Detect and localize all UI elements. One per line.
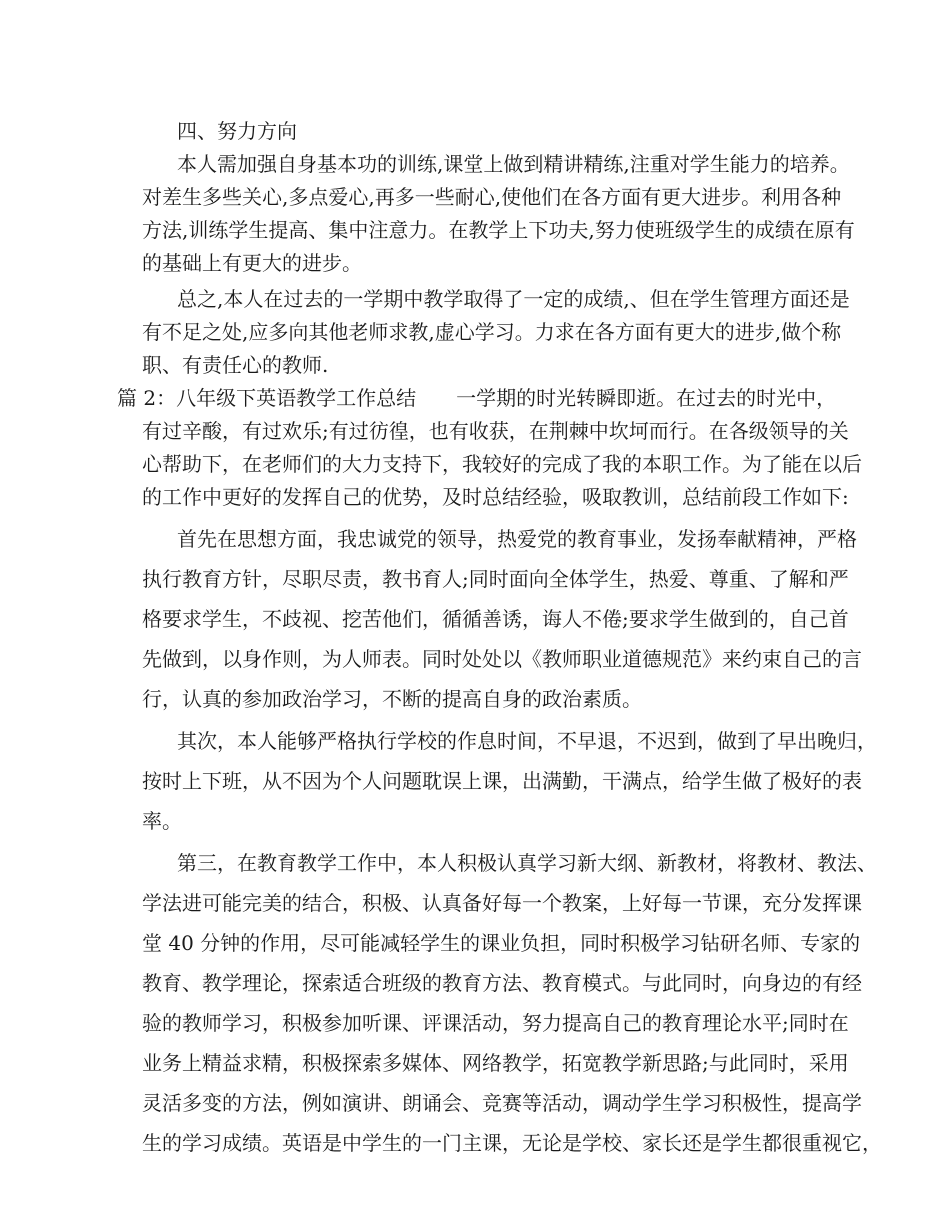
paragraph-line: 行，认真的参加政治学习，不断的提高自身的政治素质。	[142, 687, 642, 711]
paragraph-line: 教育、教学理论，探索适合班级的教育方法、教育模式。与此同时，向身边的有经	[142, 971, 862, 995]
paragraph-line: 职、有责任心的教师.	[142, 353, 329, 377]
paragraph-line: 方法,训练学生提高、集中注意力。在教学上下功夫,努力使班级学生的成绩在原有	[142, 218, 855, 242]
paragraph-line: 的基础上有更大的进步。	[142, 251, 362, 275]
paragraph-line: 执行教育方针，尽职尽责，教书育人;同时面向全体学生，热爱、尊重、了解和严	[142, 567, 849, 591]
paragraph-line: 对差生多些关心,多点爱心,再多一些耐心,使他们在各方面有更大进步。利用各种	[142, 185, 842, 209]
article-title-line: 篇 2：八年级下英语教学工作总结 一学期的时光转瞬即逝。在过去的时光中，	[117, 386, 837, 410]
paragraph-line: 心帮助下，在老师们的大力支持下，我较好的完成了我的本职工作。为了能在以后	[142, 452, 862, 476]
paragraph-line: 率。	[142, 809, 182, 833]
paragraph-line: 生的学习成绩。英语是中学生的一门主课，无论是学校、家长还是学生都很重视它，	[142, 1131, 882, 1155]
paragraph-line: 第三，在教育教学工作中，本人积极认真学习新大纲、新教材，将教材、教法、	[177, 851, 877, 875]
paragraph-line: 学法进可能完美的结合，积极、认真备好每一个教案，上好每一节课，充分发挥课	[142, 891, 862, 915]
paragraph-line: 验的教师学习，积极参加听课、评课活动，努力提高自己的教育理论水平;同时在	[142, 1011, 849, 1035]
paragraph-line: 的工作中更好的发挥自己的优势，及时总结经验，吸取教训，总结前段工作如下:	[142, 485, 849, 509]
paragraph-line: 总之,本人在过去的一学期中教学取得了一定的成绩,、但在学生管理方面还是	[177, 287, 850, 311]
paragraph-line: 堂 40 分钟的作用，尽可能减轻学生的课业负担，同时积极学习钻研名师、专家的	[142, 931, 861, 955]
paragraph-line: 有不足之处,应多向其他老师求教,虚心学习。力求在各方面有更大的进步,做个称	[142, 320, 842, 344]
paragraph-line: 有过辛酸，有过欢乐;有过彷徨，也有收获，在荆棘中坎坷而行。在各级领导的关	[142, 419, 849, 443]
paragraph-line: 本人需加强自身基本功的训练,课堂上做到精讲精练,注重对学生能力的培养。	[177, 152, 850, 176]
paragraph-line: 按时上下班，从不因为个人问题耽误上课，出满勤，干满点，给学生做了极好的表	[142, 769, 862, 793]
paragraph-line: 先做到，以身作则，为人师表。同时处处以《教师职业道德规范》来约束自己的言	[142, 647, 862, 671]
paragraph-line: 业务上精益求精，积极探索多媒体、网络教学，拓宽教学新思路;与此同时，采用	[142, 1051, 849, 1075]
paragraph-line: 其次，本人能够严格执行学校的作息时间，不早退，不迟到，做到了早出晚归，	[177, 729, 877, 753]
paragraph-line: 灵活多变的方法，例如演讲、朗诵会、竞赛等活动，调动学生学习积极性，提高学	[142, 1091, 862, 1115]
section-heading: 四、努力方向	[177, 119, 297, 143]
paragraph-line: 首先在思想方面，我忠诚党的领导，热爱党的教育事业，发扬奉献精神，严格	[177, 527, 857, 551]
paragraph-line: 格要求学生，不歧视、挖苦他们，循循善诱，诲人不倦;要求学生做到的，自己首	[142, 607, 849, 631]
